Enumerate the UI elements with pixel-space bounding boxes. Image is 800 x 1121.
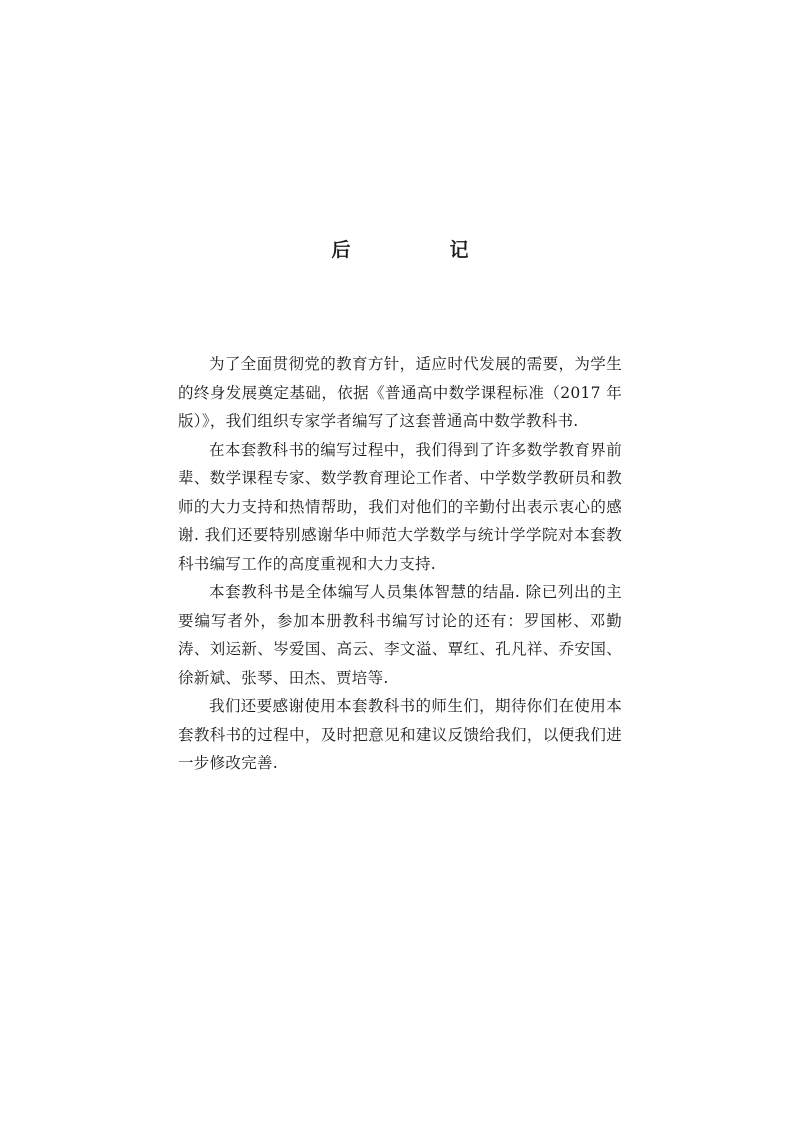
paragraph-3: 本套教科书是全体编写人员集体智慧的结晶. 除已列出的主要编写者外，参加本册教科书编写讨论的还有：罗国彬、邓勤涛、刘运新、岑爱国、高云、李文溢、覃红、孔凡祥、乔安国、徐新斌、张琴、田杰、贾培等. xyxy=(178,583,622,687)
paragraph-4: 我们还要感谢使用本套教科书的师生们，期待你们在使用本套教科书的过程中，及时把意见和建议反馈给我们，以便我们进一步修改完善. xyxy=(178,697,622,772)
paragraph-2: 在本套教科书的编写过程中，我们得到了许多数学教育界前辈、数学课程专家、数学教育理论工作者、中学数学教研员和教师的大力支持和热情帮助，我们对他们的辛勤付出表示衷心的感谢. 我们还要特别感谢华中师范大学数学与统计学学院对本套教科书编写工作的高度重视和大力支持. xyxy=(178,440,622,573)
body-text xyxy=(178,350,622,778)
paragraph-1: 为了全面贯彻党的教育方针，适应时代发展的需要，为学生的终身发展奠定基础，依据《普通高中数学课程标准（2017 年版）》，我们组织专家学者编写了这套普通高中数学教科书. xyxy=(178,355,622,430)
page-title: 后 记 xyxy=(331,239,509,261)
